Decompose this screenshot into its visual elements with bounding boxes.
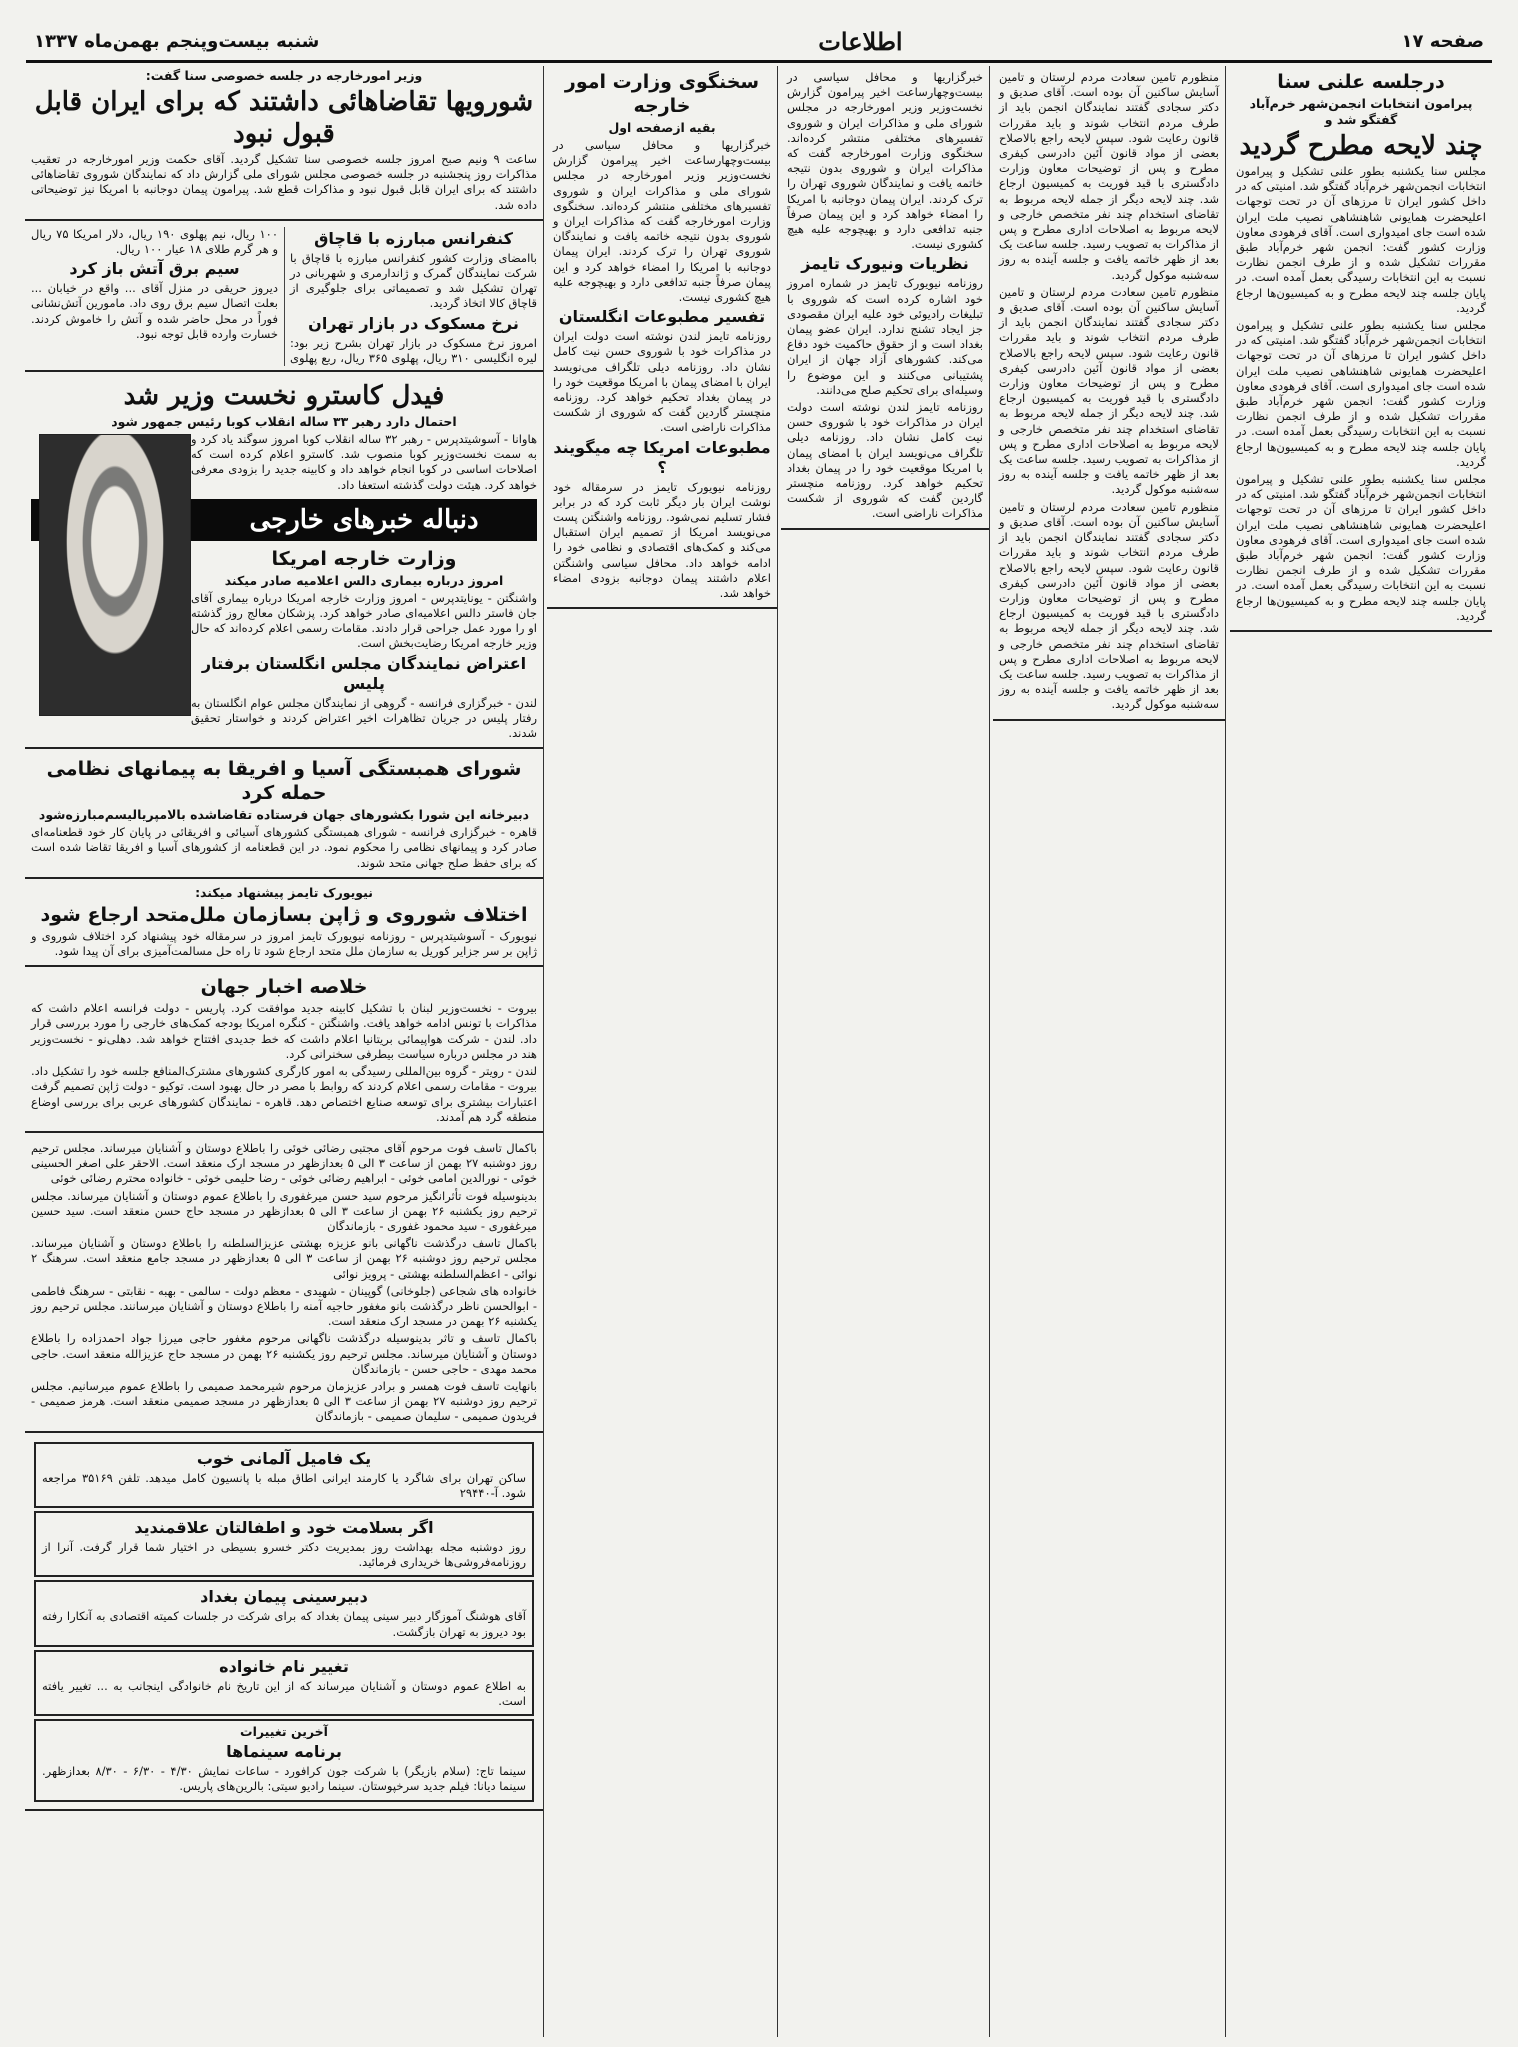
short-news <box>25 225 543 372</box>
ad-family-headline: یک فامیل آلمانی خوب <box>196 1448 372 1468</box>
ad-family <box>34 1442 534 1508</box>
police-body: لندن - خبرگزاری فرانسه - گروهی از نمایندگان مجلس عوام انگلستان به رفتار پلیس در جریان تظاهرات اخیر اعتراض کردند و خواستار تحقیق شدند. <box>191 695 537 741</box>
us-state-body: واشنگتن - یونایتدپرس - امروز وزارت خارجه امریکا درباره بیماری آقای جان فاستر دالس اعلامیه‌ای صادر خواهد کرد. پزشکان معالج روز گذشته او را مورد عمل جراحی قرار دادند. مقامات رسمی اعلام کرده‌اند که حال وزیر خارجه امریکا رضایت‌بخش است. <box>191 590 537 651</box>
obituary-fifth: باکمال تاسف و تاثر بدینوسیله درگذشت ناگهانی مرحوم مغفور حاجی میرزا جواد احمدزاده را باطلاع دوستان و آشنایان میرساند. مجلس ترحیم روز یکشنبه ۲۶ بهمن در مسجد حاج عزیزالله منعقد است. حاجی محمد مهدی - حاجی حسن - بازماندگان <box>31 1331 537 1376</box>
us-state-headline: وزارت خارجه امریکا <box>271 547 457 570</box>
page-number: صفحه ۱۷ <box>1401 30 1484 52</box>
ads-block <box>25 1437 543 1811</box>
ad-family-body: ساکن تهران برای شاگرد یا کارمند ایرانی اطاق مبله با پانسیون کامل میدهد. تلفن ۳۵۱۶۹ مراجعه شود. آ-۲۹۴۴۰ <box>42 1470 526 1500</box>
us-state-subheading: امروز درباره بیماری دالس اعلامیه صادر میکند <box>224 572 504 588</box>
ad-cinema <box>34 1719 534 1801</box>
ministry-body-b: خبرگزاریها و محافل سیاسی در بیست‌وچهارساعت اخیر پیرامون گزارش نخست‌وزیر وزیر امورخارجه در مجلس شورای ملی و مذاکرات ایران و شوروی تفسیرهای مختلفی منتشر کرده‌اند. سخنگوی وزارت امورخارجه گفت که مذاکرات ایران و شوروی بدون نتیجه خاتمه یافت و نمایندگان شوروی تهران را ترک کردند. ایران پیمان دوجانبه با امریکا را امضاء خواهد کرد و این پیمان صرفاً جنبه تدافعی دارد و بهیچوجه علیه هیچ کشوری نیست. <box>787 70 983 252</box>
senate-subheading: پیرامون انتخابات انجمن‌شهر خرم‌آباد گفتگو شد و <box>1249 96 1473 127</box>
ministry-subhead-1: تفسیر مطبوعات انگلستان <box>558 307 766 327</box>
article-ministry <box>547 66 777 609</box>
ministry-body-5: روزنامه تایمز لندن نوشته است دولت ایران در مذاکرات خود با شوروی حسن نیت کامل نشان داد. روزنامه دیلی تلگراف می‌نویسد ایران با امضای پیمان با امریکا موقعیت خود را در پیمان بغداد تحکیم خواهد کرد. روزنامه منچستر گاردین گفت که شوروی از شکست مذاکرات ناراضی است. <box>787 400 983 521</box>
afro-headline: شورای همبستگی آسیا و افریقا به پیمانهای نظامی حمله کرد <box>46 758 522 805</box>
senate-kicker: درجلسه علنی سنا <box>1277 71 1445 93</box>
castro-headline: فیدل کاسترو نخست وزیر شد <box>123 381 445 412</box>
digest-body: بیروت - نخست‌وزیر لبنان با تشکیل کابینه جدید موافقت کرد. پاریس - دولت فرانسه اعلام داشت که مذاکرات با تونس ادامه خواهد یافت. واشنگتن - کنگره امریکا بودجه کمک‌های خارجی را مورد بررسی قرار داد. لندن - شرکت هواپیمائی بریتانیا اعلام داشت که خط جدیدی افتتاح خواهد شد. دهلی‌نو - نخست‌وزیر هند در مجلس درباره سیاست بیطرفی سخنرانی کرد. <box>31 1001 537 1061</box>
ministry-headline: سخنگوی وزارت امور خارجه <box>564 71 760 117</box>
ministry-body-4: روزنامه نیویورک تایمز در شماره امروز خود اشاره کرده است که شوروی با تبلیغات رادیوئی خود علیه ایران مقصودی جز ایجاد تشنج ندارد. ایران عضو پیمان بغداد است و از حقوق حاکمیت خود دفاع می‌کند. کشورهای آزاد جهان از ایران پشتیبانی می‌کنند و این موضوع را وسیله‌ای برای تحکیم صلح می‌دانند. <box>787 276 983 397</box>
ministry-body-3: روزنامه نیویورک تایمز در سرمقاله خود نوشت ایران بار دیگر ثابت کرد که در برابر فشار تسلیم نمی‌شود. روزنامه واشنگتن پست می‌نویسد امریکا از تصمیم ایران استقبال می‌کند و کمک‌های اقتصادی و نظامی خود را ادامه خواهد داد. محافل سیاسی واشنگتن اعلام داشتند پیمان دوجانبه بزودی امضاء خواهد شد. <box>553 479 771 601</box>
article-senate-continued <box>993 66 1225 721</box>
castro-photo <box>39 434 191 716</box>
issue-date: شنبه بیست‌وپنجم بهمن‌ماه ۱۳۳۷ <box>34 30 320 52</box>
un-body: نیویورک - آسوشیتدپرس - روزنامه نیویورک تایمز امروز در سرمقاله خود پیشنهاد کرد اختلاف شوروی و ژاپن بر سر جزایر کوریل به سازمان ملل متحد ارجاع شود تا راه حل مسالمت‌آمیزی برای آن پیدا شود. <box>31 928 537 959</box>
soviet-body: ساعت ۹ ونیم صبح امروز جلسه خصوصی سنا تشکیل گردید. آقای حکمت وزیر امورخارجه در تعقیب مذاکرات روز پنجشنبه در جلسه خصوصی مجلس شورای ملی گزارش داد که نمایندگان شوروی تقاضاهائی داشتند که برای ایران قابل قبول نبود و مذاکرات قطع شد. پیرامون پیمان دوجانبه با امریکا نیز توضیحاتی داده شد. <box>31 152 537 212</box>
column-ministry-a <box>547 66 778 2037</box>
senate-body-3: مجلس سنا یکشنبه بطور علنی تشکیل و پیرامون انتخابات انجمن‌شهر خرم‌آباد گفتگو شد. امنیتی که در داخل کشور ایران تا مرزهای آن در تحت توجهات اعلیحضرت همایونی شاهنشاهی نصیب ملت ایران شده است جای امیدواری است. آقای فرهودی معاون وزارت کشور گفت: انجمن شهر خرم‌آباد طبق مقررات تشکیل شده و از طرف انجمن نظارت نسبت به این انتخابات رسیدگی بعمل آمده است. در پایان جلسه چند لایحه مطرح و به کمیسیون‌ها ارجاع گردید. <box>1236 472 1486 623</box>
ad-name-change <box>34 1650 534 1716</box>
obituary-first: باکمال تاسف فوت مرحوم آقای مجتبی رضائی خوئی را باطلاع دوستان و آشنایان میرساند. مجلس ترحیم روز دوشنبه ۲۷ بهمن از ساعت ۳ الی ۵ بعدازظهر در مسجد ارک منعقد است. الاحقر علی اصغر الحسینی خوئی - نورالدین امامی خوئی - ابراهیم رضائی خوئی - رضا حلیمی خوئی - خانواده محترم رضائی خوئی <box>31 1140 537 1186</box>
gold-headline: نرخ مسکوک در بازار تهران <box>308 313 519 333</box>
ad-health-headline: اگر بسلامت خود و اطفالتان علاقمندید <box>134 1517 434 1537</box>
digest-headline: خلاصه اخبار جهان <box>200 976 368 999</box>
senate-body: مجلس سنا یکشنبه بطور علنی تشکیل و پیرامون انتخابات انجمن‌شهر خرم‌آباد گفتگو شد. امنیتی که در داخل کشور ایران تا مرزهای آن در تحت توجهات اعلیحضرت همایونی شاهنشاهی نصیب ملت ایران شده است جای امیدواری است. آقای فرهودی معاون وزارت کشور گفت: انجمن شهر خرم‌آباد طبق مقررات تشکیل شده و از طرف انجمن نظارت نسبت به این انتخابات رسیدگی بعمل آمده است. در پایان جلسه چند لایحه مطرح و به کمیسیون‌ها ارجاع گردید. <box>1236 164 1486 315</box>
afro-subheading: دبیرخانه این شورا بکشورهای جهان فرستاده تقاضاشده بالامپریالیسم‌مبارزه‌شود <box>38 807 530 823</box>
column-senate-continued <box>993 66 1226 2037</box>
column-senate <box>1230 66 1492 2037</box>
ad-health-body: روز دوشنبه مجله بهداشت روز بمدیریت دکتر خسرو بسیطی در اختیار شما قرار گرفت. آنرا از روزنامه‌فروشی‌ها خریداری فرمائید. <box>42 1539 526 1570</box>
fire-headline: سیم برق آتش باز کرد <box>69 259 240 279</box>
senate-cont-body: منظورم تامین سعادت مردم لرستان و تامین آسایش ساکنین آن بوده است. آقای صدیق و دکتر سجادی گفتند نمایندگان انجمن باید از طرف مردم انتخاب شوند و باید مقررات قانون رعایت شود. سپس لایحه راجع بالاصلاح بعضی از مواد قانون آئین دادرسی کیفری مطرح و پس از توضیحات معاون وزارت دادگستری با قید فوریت به کمیسیون ارجاع شد. چند لایحه دیگر از جمله لایحه مربوط به تقاضای استخدام چند نفر متخصص خارجی و لایحه مربوط به اصلاحات اداری مطرح و پس از مذاکرات به تصویب رسید. جلسه ساعت یک بعد از ظهر خاتمه یافت و جلسه آینده به روز سه‌شنبه موکول گردید. <box>999 70 1219 282</box>
ad-tutor-headline: دبیرسینی پیمان بغداد <box>200 1587 368 1607</box>
ministry-cont-label: بقیه ازصفحه اول <box>608 120 716 135</box>
obituaries-block <box>25 1137 543 1433</box>
senate-body-2: مجلس سنا یکشنبه بطور علنی تشکیل و پیرامون انتخابات انجمن‌شهر خرم‌آباد گفتگو شد. امنیتی که در داخل کشور ایران تا مرزهای آن در تحت توجهات اعلیحضرت همایونی شاهنشاهی نصیب ملت ایران شده است جای امیدواری است. آقای فرهودی معاون وزارت کشور گفت: انجمن شهر خرم‌آباد طبق مقررات تشکیل شده و از طرف انجمن نظارت نسبت به این انتخابات رسیدگی بعمل آمده است. در پایان جلسه چند لایحه مطرح و به کمیسیون‌ها ارجاع گردید. <box>1236 318 1486 469</box>
column-left <box>25 66 544 2037</box>
page-header <box>26 22 1492 63</box>
ad-health <box>34 1511 534 1577</box>
paper-name: اطلاعات <box>818 26 903 56</box>
soviet-kicker: وزیر امورخارجه در جلسه خصوصی سنا گفت: <box>145 68 423 83</box>
ad-tutor <box>34 1580 534 1646</box>
ministry-body: خبرگزاریها و محافل سیاسی در بیست‌وچهارساعت اخیر پیرامون گزارش نخست‌وزیر وزیر امورخارجه در مجلس شورای ملی و مذاکرات ایران و شوروی تفسیرهای مختلفی منتشر کرده‌اند. سخنگوی وزارت امورخارجه گفت که مذاکرات ایران و شوروی بدون نتیجه خاتمه یافت و نمایندگان شوروی تهران را ترک کردند. ایران پیمان دوجانبه با امریکا را امضاء خواهد کرد و این پیمان صرفاً جنبه تدافعی دارد و بهیچوجه علیه هیچ کشوری نیست. <box>553 138 771 305</box>
article-ministry-continued <box>781 66 989 530</box>
castro-body: هاوانا - آسوشیتدپرس - رهبر ۳۲ ساله انقلاب کوبا امروز سوگند یاد کرد و به سمت نخست‌وزیر کوبا منصوب شد. کاسترو اعلام کرده است که اصلاحات اساسی در کوبا انجام خواهد داد و کابینه جدید را بزودی معرفی خواهد کرد. هیئت دولت گذشته استعفا داد. <box>191 432 538 492</box>
ministry-subhead-3: نظریات ونیورک تایمز <box>801 254 969 274</box>
fire-body: دیروز حریقی در منزل آقای ... واقع در خیابان ... بعلت اتصال سیم برق روی داد. مامورین آتش‌نشانی فوراً در محل حاضر شده و آتش را خاموش کردند. خسارت وارده قابل توجه نبود. <box>31 281 278 341</box>
obituary-second: بدینوسیله فوت تأثرانگیز مرحوم سید حسن میرغفوری را باطلاع عموم دوستان و آشنایان میرساند. مجلس ترحیم روز یکشنبه ۲۶ بهمن از ساعت ۳ الی ۵ بعدازظهر در مسجد حاج حسن منعقد است. سید حسین میرغفوری - سید محمود غفوری - بازماندگان <box>31 1188 537 1233</box>
foreign-news-banner: دنباله خبرهای خارجی <box>31 499 537 541</box>
column-ministry-b <box>781 66 990 2037</box>
police-headline: اعتراض نمایندگان مجلس انگلستان برفتار پلیس <box>201 653 527 693</box>
ad-name-change-body: به اطلاع عموم دوستان و آشنایان میرساند که از این تاریخ نام خانوادگی اینجانب به ... تغییر یافته است. <box>42 1678 526 1708</box>
article-castro <box>25 376 543 749</box>
ad-cinema-body: سینما تاج: (سلام بازیگر) با شرکت جون کرافورد - ساعات نمایش ۴/۳۰ - ۶/۳۰ - ۸/۳۰ بعدازظهر. سینما دیانا: فیلم جدید سرخپوستان. سینما رادیو سیتی: بالرین‌های پاریس. <box>42 1764 527 1794</box>
ad-cinema-kicker: آخرین تغییرات <box>240 1724 328 1740</box>
un-kicker: نیویورک تایمز پیشنهاد میکند: <box>195 884 373 900</box>
article-digest <box>25 971 543 1133</box>
afro-body: قاهره - خبرگزاری فرانسه - شورای همبستگی کشورهای آسیائی و افریقائی در پایان کار خود قطعنامه‌ای صادر کرد و پیمانهای نظامی را محکوم نمود. در این قطعنامه از کشورهای آسیا و افریقا تقاضا شده است که برای حفظ صلح جهانی متحد شوند. <box>31 825 537 870</box>
article-soviet <box>25 66 543 221</box>
obituary-third: باکمال تاسف درگذشت ناگهانی بانو عزیزه بهشتی عزیزالسلطنه را باطلاع دوستان و آشنایان میرساند. مجلس ترحیم روز دوشنبه ۲۶ بهمن از ساعت ۳ الی ۵ بعدازظهر در مسجد جامع منعقد است. سرهنگ ۲ نوائی - اعظم‌السلطنه بهشتی - پرویز نوائی <box>31 1236 537 1281</box>
obituary-fourth: خانواده های شجاعی (جلوخانی) گوپینان - شهیدی - معظم دولت - سالمی - بهبه - نقابتی - سرهنگ فاطمی - ابوالحسن ناظر درگذشت بانو مغفور حاجیه آمنه را باطلاع دوستان و آشنایان میرسانند. مجلس ترحیم روز یکشنبه ۲۶ بهمن در مسجد ارک منعقد است. <box>31 1283 537 1329</box>
ad-name-change-headline: تغییر نام خانواده <box>219 1656 349 1676</box>
article-senate <box>1230 66 1492 632</box>
senate-headline: چند لایحه مطرح گردید <box>1239 131 1483 161</box>
ministry-body-2: روزنامه تایمز لندن نوشته است دولت ایران در مذاکرات خود با شوروی حسن نیت کامل نشان داد. روزنامه دیلی تلگراف می‌نویسد ایران با امضای پیمان با امریکا موقعیت خود را در پیمان بغداد تحکیم خواهد کرد. روزنامه منچستر گاردین گفت که شوروی از شکست مذاکرات ناراضی است. <box>553 329 771 435</box>
castro-subheading: احتمال دارد رهبر ۳۳ ساله انقلاب کوبا رئیس جمهور شود <box>111 414 457 430</box>
article-afro-asian <box>25 753 543 879</box>
article-un <box>25 883 543 967</box>
smuggling-body: باامضای وزارت کشور کنفرانس مبارزه با قاچاق با شرکت نمایندگان گمرک و ژاندارمری و شهربانی در تهران تشکیل شد و تصمیماتی برای جلوگیری از قاچاق کالا اتخاذ گردید. <box>290 250 537 311</box>
gold-body: امروز نرخ مسکوک در بازار تهران بشرح زیر بود: لیره انگلیسی ۳۱۰ ریال، پهلوی ۳۶۵ ریال، ربع پهلوی ۱۰۰ ریال، نیم پهلوی ۱۹۰ ریال، دلار امریکا ۷۵ ریال و هر گرم طلای ۱۸ عیار ۱۰۰ ریال. <box>31 226 538 365</box>
misc-body: لندن - رویتر - گروه بین‌المللی رسیدگی به امور کارگری کشورهای مشترک‌المنافع جلسه خود را تشکیل داد. بیروت - مقامات رسمی اعلام کردند که روابط با مصر در حال بهبود است. توکیو - دولت ژاپن تصمیم گرفت اعتبارات بیشتری برای توسعه صنایع اختصاص دهد. قاهره - نمایندگان کشورهای عربی برای بررسی اوضاع منطقه گرد هم آمدند. <box>31 1064 537 1124</box>
ad-cinema-headline: برنامه سینماها <box>226 1742 342 1762</box>
ad-tutor-body: آقای هوشنگ آموزگار دبیر سینی پیمان بغداد که برای شرکت در جلسات کمیته اقتصادی به آنکارا رفته بود دیروز به تهران بازگشت. <box>42 1609 526 1639</box>
ministry-subhead-2: مطبوعات امریکا چه میگویند ؟ <box>553 437 771 477</box>
senate-cont-body-2: منظورم تامین سعادت مردم لرستان و تامین آسایش ساکنین آن بوده است. آقای صدیق و دکتر سجادی گفتند نمایندگان انجمن باید از طرف مردم انتخاب شوند و باید مقررات قانون رعایت شود. سپس لایحه راجع بالاصلاح بعضی از مواد قانون آئین دادرسی کیفری مطرح و پس از توضیحات معاون وزارت دادگستری با قید فوریت به کمیسیون ارجاع شد. چند لایحه دیگر از جمله لایحه مربوط به تقاضای استخدام چند نفر متخصص خارجی و لایحه مربوط به اصلاحات اداری مطرح و پس از مذاکرات به تصویب رسید. جلسه ساعت یک بعد از ظهر خاتمه یافت و جلسه آینده به روز سه‌شنبه موکول گردید. <box>999 284 1219 497</box>
smuggling-headline: کنفرانس مبارزه با قاچاق <box>314 228 513 248</box>
obituary-sixth: بانهایت تاسف فوت همسر و برادر عزیزمان مرحوم شیرمحمد صمیمی را باطلاع عموم میرسانیم. مجلس ترحیم روز دوشنبه ۲۷ بهمن از ساعت ۳ الی ۵ بعدازظهر در مسجد صمیمی منعقد است. هرمز صمیمی - فریدون صمیمی - سلیمان صمیمی - بازماندگان <box>31 1378 537 1424</box>
un-headline: اختلاف شوروی و ژاپن بسازمان ملل‌متحد ارجاع شود <box>40 903 528 926</box>
senate-cont-body-3: منظورم تامین سعادت مردم لرستان و تامین آسایش ساکنین آن بوده است. آقای صدیق و دکتر سجادی گفتند نمایندگان انجمن باید از طرف مردم انتخاب شوند و باید مقررات قانون رعایت شود. سپس لایحه راجع بالاصلاح بعضی از مواد قانون آئین دادرسی کیفری مطرح و پس از توضیحات معاون وزارت دادگستری با قید فوریت به کمیسیون ارجاع شد. چند لایحه دیگر از جمله لایحه مربوط به تقاضای استخدام چند نفر متخصص خارجی و لایحه مربوط به اصلاحات اداری مطرح و پس از مذاکرات به تصویب رسید. جلسه ساعت یک بعد از ظهر خاتمه یافت و جلسه آینده به روز سه‌شنبه موکول گردید. <box>999 499 1219 712</box>
soviet-headline: شورویها تقاضاهائی داشتند که برای ایران قابل قبول نبود <box>34 87 534 149</box>
